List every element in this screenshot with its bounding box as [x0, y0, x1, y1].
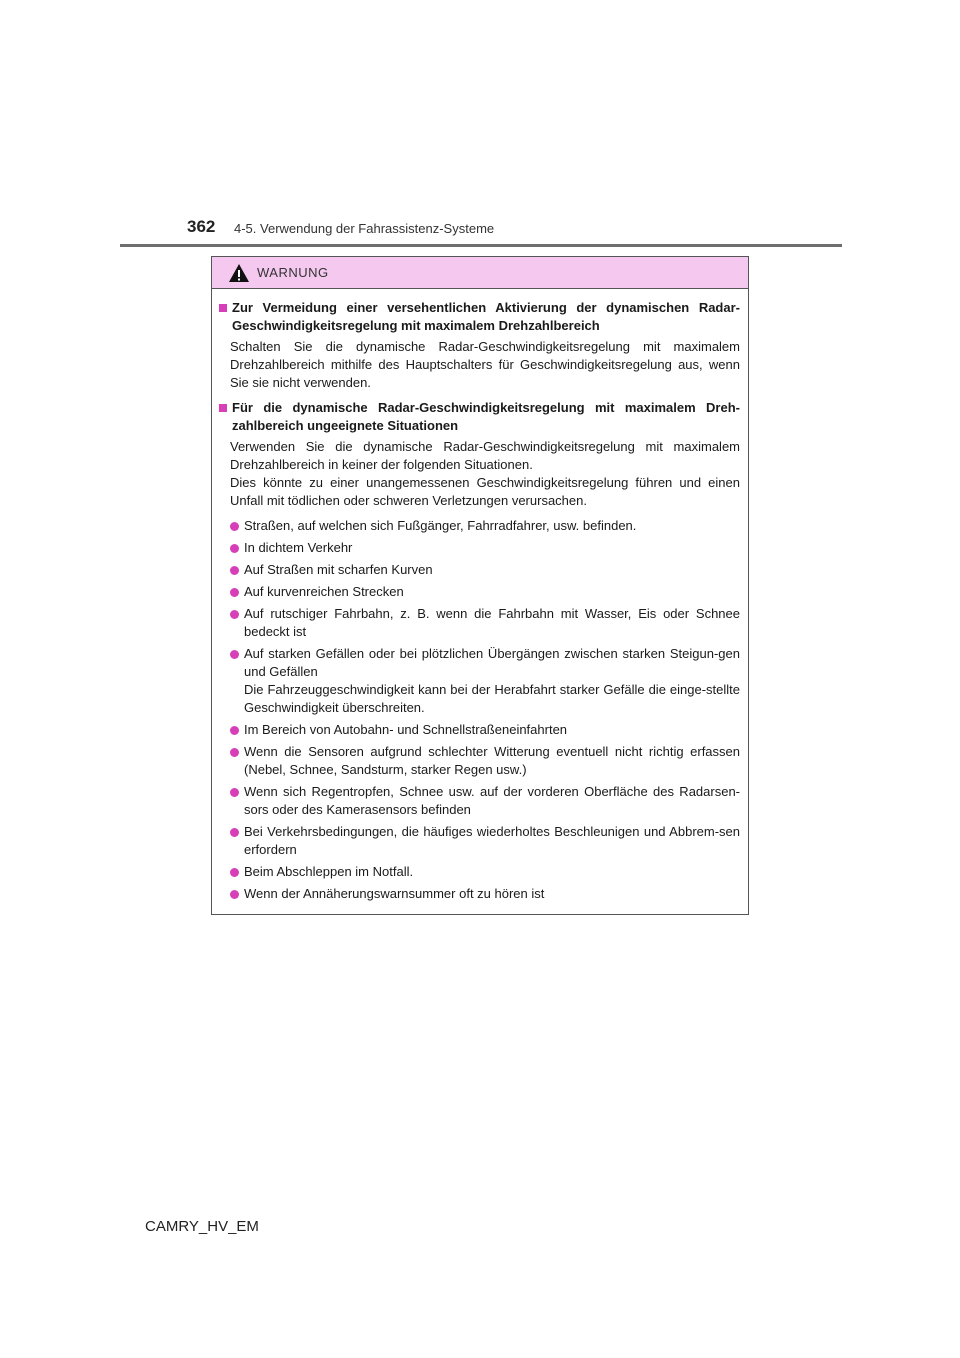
list-item-text: Beim Abschleppen im Notfall. [244, 864, 414, 879]
square-bullet-icon [219, 404, 227, 412]
list-item [219, 539, 740, 557]
header-rule [120, 244, 842, 247]
list-item [219, 583, 740, 601]
list-item-text: In dichtem Verkehr [244, 540, 353, 555]
warning-triangle-icon [228, 263, 250, 283]
round-bullet-icon [230, 828, 239, 837]
round-bullet-icon [230, 868, 239, 877]
list-item-text: Wenn die Sensoren aufgrund schlechter Witterung eventuell nicht richtig erfassen (Nebel, Schnee, Sandsturm, starker Regen usw.) [244, 744, 740, 777]
section-body-text: Verwenden Sie die dynamische Radar-Geschwindigkeitsregelung mit maximalem Drehzahlbereich in keiner der folgenden Situationen. Dies könnte zu einer unangemessenen Geschwindigkeitsregelung führen und einen Unfall mit tödlichen oder schweren Verletzungen verursachen. [230, 439, 740, 508]
list-item [219, 561, 740, 579]
list-item-text: Auf rutschiger Fahrbahn, z. B. wenn die Fahrbahn mit Wasser, Eis oder Schnee bedeckt ist [244, 606, 740, 639]
warning-header [212, 257, 748, 289]
round-bullet-icon [230, 588, 239, 597]
round-bullet-icon [230, 890, 239, 899]
section-title: 4-5. Verwendung der Fahrassistenz-Systeme [234, 221, 495, 236]
round-bullet-icon [230, 650, 239, 659]
list-item [219, 721, 740, 739]
warning-box [211, 256, 749, 915]
bullet-list [219, 517, 740, 903]
list-item [219, 645, 740, 717]
list-item-text: Im Bereich von Autobahn- und Schnellstraßeneinfahrten [244, 722, 568, 737]
list-item-text: Auf starken Gefällen oder bei plötzlichen Übergängen zwischen starken Steigun-gen und Gefällen Die Fahrzeuggeschwindigkeit kann bei der Herabfahrt starker Gefälle die einge-stellte Geschwindigkeit überschreiten. [244, 646, 740, 715]
footer-code: CAMRY_HV_EM [145, 1218, 259, 1235]
warning-section [219, 399, 740, 510]
round-bullet-icon [230, 522, 239, 531]
section-heading-text: Zur Vermeidung einer versehentlichen Aktivierung der dynamischen Radar-Geschwindigkeitsregelung mit maximalem Drehzahlbereich [232, 300, 740, 333]
list-item-text: Auf kurvenreichen Strecken [244, 584, 404, 599]
round-bullet-icon [230, 788, 239, 797]
round-bullet-icon [230, 726, 239, 735]
section-heading-text: Für die dynamische Radar-Geschwindigkeitsregelung mit maximalem Dreh-zahlbereich ungeeignete Situationen [232, 400, 740, 433]
list-item [219, 783, 740, 819]
list-item-text: Straßen, auf welchen sich Fußgänger, Fahrradfahrer, usw. befinden. [244, 518, 637, 533]
section-heading [219, 299, 740, 335]
list-item [219, 823, 740, 859]
page-number: 362 [187, 217, 216, 236]
warning-body [212, 289, 748, 903]
list-item-text: Wenn sich Regentropfen, Schnee usw. auf der vorderen Oberfläche des Radarsen-sors oder des Kamerasensors befinden [244, 784, 740, 817]
list-item-text: Auf Straßen mit scharfen Kurven [244, 562, 433, 577]
list-item [219, 605, 740, 641]
warning-section [219, 299, 740, 392]
section-heading [219, 399, 740, 435]
list-item [219, 863, 740, 881]
list-item-text: Wenn der Annäherungswarnsummer oft zu hören ist [244, 886, 545, 901]
list-item-text: Bei Verkehrsbedingungen, die häufiges wiederholtes Beschleunigen und Abbrem-sen erfordern [244, 824, 740, 857]
warning-title: WARNUNG [257, 265, 329, 280]
list-item [219, 885, 740, 903]
round-bullet-icon [230, 544, 239, 553]
section-body-text: Schalten Sie die dynamische Radar-Geschwindigkeitsregelung mit maximalem Drehzahlbereich mithilfe des Hauptschalters für Geschwindigkeitsregelung aus, wenn Sie sie nicht verwenden. [230, 339, 740, 390]
round-bullet-icon [230, 748, 239, 757]
list-item [219, 517, 740, 535]
round-bullet-icon [230, 610, 239, 619]
round-bullet-icon [230, 566, 239, 575]
square-bullet-icon [219, 304, 227, 312]
list-item [219, 743, 740, 779]
